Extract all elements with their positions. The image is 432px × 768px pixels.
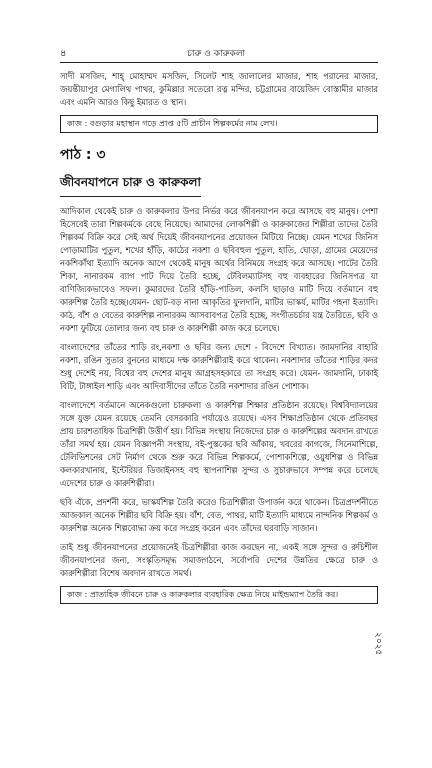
chapter-title: জীবনযাপনে চারু ও কারুকলা <box>60 174 201 197</box>
running-title: চারু ও কারুকলা <box>187 49 246 59</box>
header-divider <box>60 62 378 63</box>
side-mark: ২০২৫ <box>373 632 383 656</box>
paragraph-5: তাই শুধু জীবনযাপনের প্রয়োজনেই চিত্রশিল্পীরা কাজ করছেন না, একই সঙ্গে সুন্দর ও রুচিশীল জীবনযাপনের জন্য, সংস্কৃতিসমৃদ্ধ সমাজগঠনে, সর্বোপরি দেশের উন্নতির ক্ষেত্রে চারু ও কারুশিল্পীরা বিশেষ অবদান রাখতে সমর্থ। <box>60 542 378 578</box>
task-box-2: কাজ : প্রাত্যহিক জীবনে চারু ও কারুকলার ব্যবহারিক ক্ষেত্র নিয়ে মাইন্ডম্যাপ তৈরি কর। <box>60 586 378 604</box>
task-box-1: কাজ : বগুড়ার মহাস্থান গড়ে প্রাপ্ত ৫টি প্রাচীন শিল্পকর্মের নাম লেখ। <box>60 115 378 133</box>
paragraph-4: ছবি এঁকে, প্রদর্শনী করে, ভাস্কর্যশিল্প তৈরি করেও চিত্রশিল্পীরা উপার্জন করে থাকেন। চিত্রপ্রদর্শনীতে আজকাল অনেক শিল্পীর ছবি বিক্রি হয়। বাঁশ, বেত, পাথর, মাটি ইত্যাদি মাধ্যমে নান্দনিক শিল্পকর্ম ও কারুশিল্প অনেক শিল্পবোদ্ধা ক্রয় করে সংগ্রহ করেন এবং তাঁদের ঘরবাড়ি সাজান। <box>60 497 378 533</box>
lesson-heading: পাঠ : ৩ <box>60 147 106 163</box>
main-content <box>60 70 378 614</box>
intro-paragraph: সাদী মসজিদ, শাহ্ মোহাম্মদ মসজিদ, সিলেট শাহ জালালের মাজার, শাহ পরানের মাজার, জয়ন্তীয়াপুর মেগালিথ পাথর, কুমিল্লার সতেরো রত্ন মন্দির, চট্টগ্রামের বায়েজিদ বোস্তামীর মাজার এবং এমনি আরও কিছু ইমারত ও স্থান। <box>60 71 378 107</box>
paragraph-3: বাংলাদেশে বর্তমানে অনেকগুলো চারুকলা ও কারুশিল্প শিক্ষার প্রতিষ্ঠান রয়েছে। বিশ্ববিদ্যালয়ের সঙ্গে যুক্ত যেমন রয়েছে তেমনি বেসরকারি পর্যায়েও রয়েছে। এসব শিক্ষাপ্রতিষ্ঠান থেকে প্রতিবছর প্রায় চারশতাধিক চিত্রশিল্পী উত্তীর্ণ হয়। বিভিন্ন সংস্থায় নিজেদের চারু ও কারুশিল্পের অবদান রাখতে তাঁরা সমর্থ হয়। যেমন বিজ্ঞাপনী সংস্থায়, বই-পুস্তকের ছবি আঁকায়, খবরের কাগজে, সিনেমাশিল্পে, টেলিভিশনের সেট নির্মাণ থেকে শুরু করে বিভিন্ন শিল্পকর্মে, পোশাকশিল্পে, ওয়ুধশিল্প ও বিভিন্ন কলকারখানায়, ইন্টেরিয়র ডিজাইনসহ বহু স্থাপনাশিল্প সুন্দর ও সুচারুভাবে সম্পন্ন করে চলেছে এদেশের চারু ও কারুশিল্পীরা। <box>60 400 378 488</box>
page-number: ৪ <box>60 48 67 59</box>
paragraph-2: বাংলাদেশের তাঁতের শাড়ি রং,নকশা ও ছবির জন্য দেশে - বিদেশে বিখ্যাত। জামদানির বাহারি নকশা, রঙিন সুতার বুননের মাধ্যমে দক্ষ কারুশিল্পীরাই করে থাকেন। নকশাদার তাঁতের শাড়ির কদর শুধু দেশেই নয়, বিশ্বের বহু দেশের মানুষ আগ্রহসহকারে তা সংগ্রহ করে। যেমন- জামদানি, ঢাকাই বিটি, টাঙ্গাইল শাড়ি এবং আদিবাসীদের তাঁতে তৈরি নকশাদার রঙিন পোশাক। <box>60 342 378 391</box>
paragraph-1: আদিকাল থেকেই চারু ও কারুকলার উপর নির্ভর করে জীবনযাপন করে আসছে বহু মানুষ। পেশা হিসেবেই তারা শিল্পকর্মকে বেছে নিয়েছে। আমাদের লোকশিল্পী ও কারুকাজের শিল্পীরা তাদের তৈরি শিল্পকর্ম বিক্রি করে সেই অর্থ দিয়েই জীবনযাপনের প্রয়োজন মিটিয়ে নিচ্ছে। যেমন শখের জিনিস পোড়ামাটির পুতুল, শখের হাঁড়ি, কাঠের নকশা ও ছবিবহুল পুতুল, হাতি, ঘোড়া, গ্রামের মেয়েদের নকশিকাঁথা ইত্যাদি অনেক আগে থেকেই মানুষ অর্থের বিনিময়ে সংগ্রহ করে আসছে। পাটের তৈরি শিকা, নানারকম ব্যাগ পাট দিয়ে তৈরি হচ্ছে, টেবিলম্যাটসহ বহু ব্যবহারের জিনিসপত্র যা বাণিজ্যিকভাবেও সফল। কুমারদের তৈরি হাঁড়ি-পাতিল, কলসি ছাড়াও মাটি দিয়ে বর্তমানে বহু কারুশিল্প তৈরি হচ্ছে।যেমন- ছোট-বড় নানা আকৃতির ফুলদানি, মাটির ভাস্কর্য, মাটির গহনা ইত্যাদি। কাঠ, বাঁশ ও বেতের কারুশিল্প নানারকম আসবাবপত্র তৈরি হচ্ছে, সংগীতচর্চার যন্ত্র তৈরিতে, ছবি ও নকশা ফুটিয়ে তোলার জন্য বহু চারু ও কারুশিল্পী কাজ করে চলেছে। <box>60 206 378 333</box>
page-header <box>0 0 432 70</box>
